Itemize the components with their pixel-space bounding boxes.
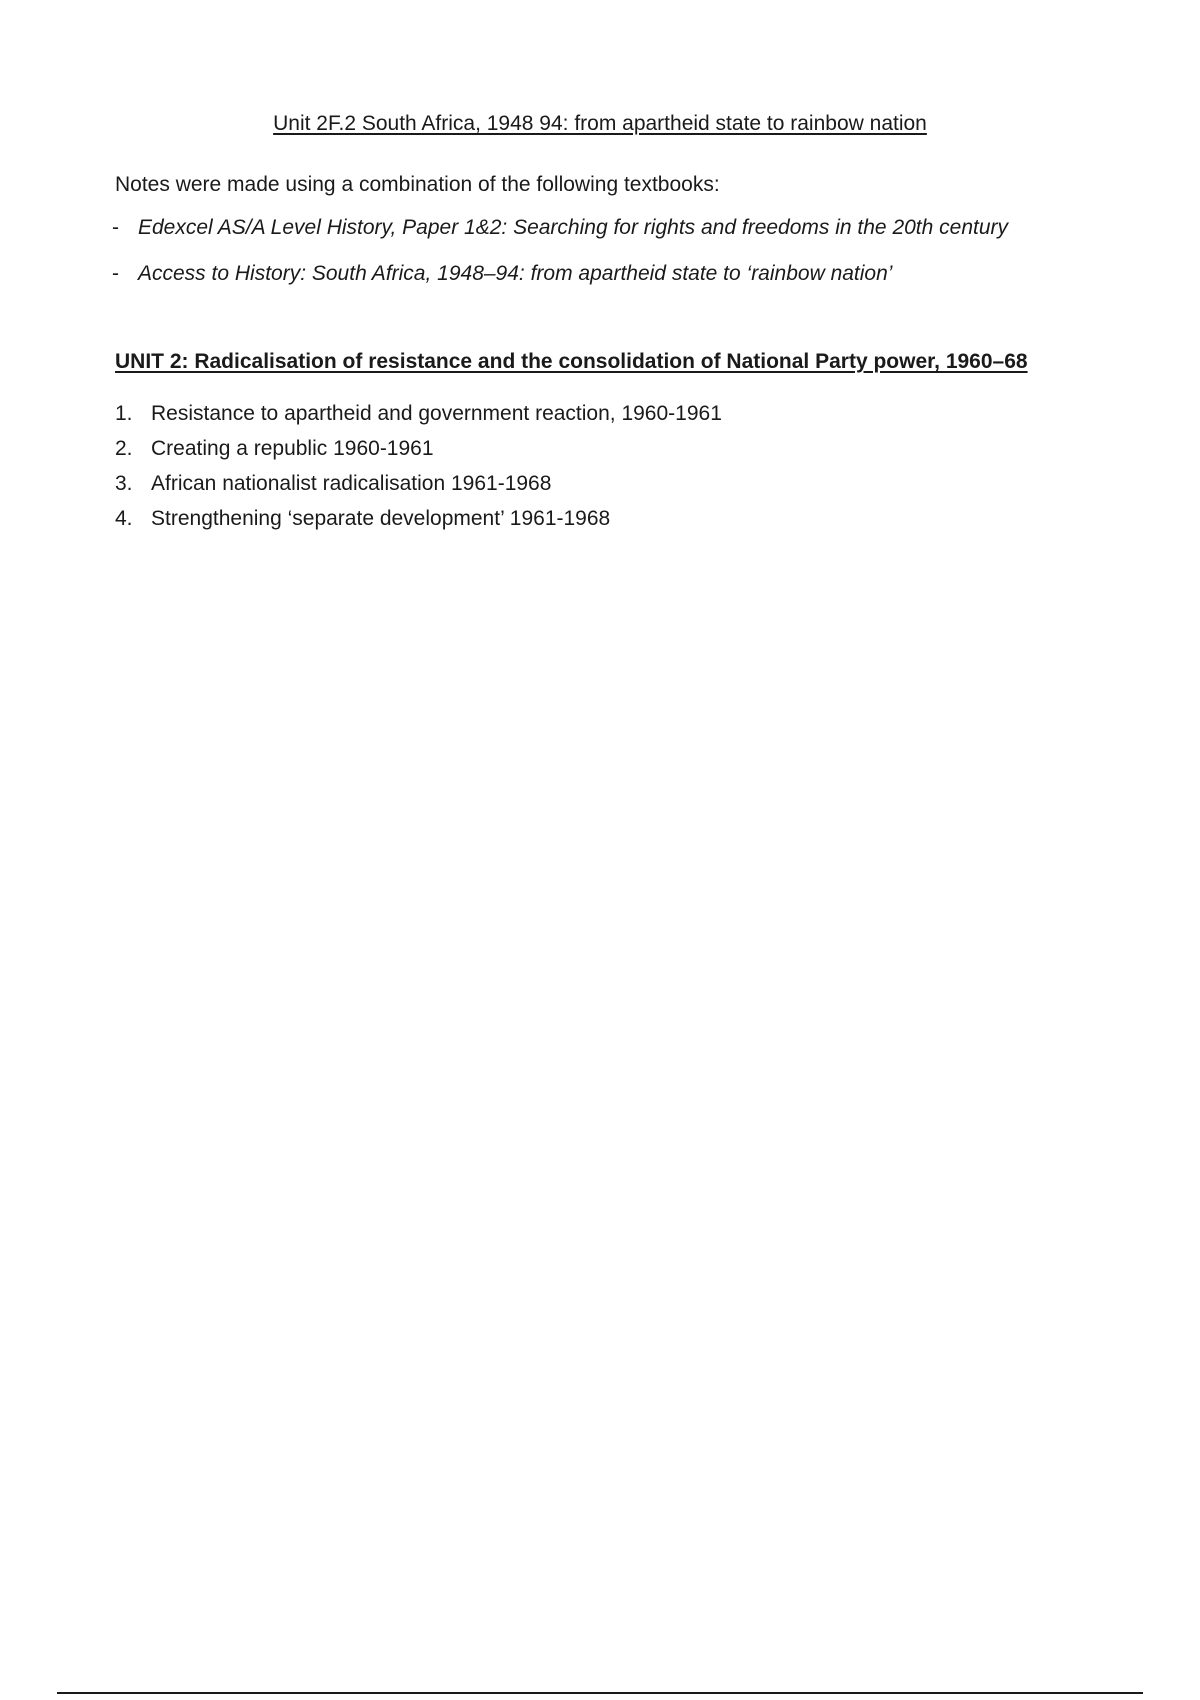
topic-item — [115, 466, 722, 501]
topic-number: 3. — [115, 472, 133, 495]
topic-list — [115, 396, 722, 536]
topic-item — [115, 431, 722, 466]
textbook-item — [112, 214, 1008, 242]
topic-text: Creating a republic 1960-1961 — [151, 437, 434, 460]
list-dash: - — [112, 216, 119, 239]
topic-item — [115, 396, 722, 431]
document-title: Unit 2F.2 South Africa, 1948 94: from apartheid state to rainbow nation — [273, 112, 927, 135]
footer-divider — [57, 1692, 1143, 1694]
topic-text: Resistance to apartheid and government reaction, 1960-1961 — [151, 402, 722, 425]
topic-text: African nationalist radicalisation 1961-1968 — [151, 472, 552, 495]
topic-number: 1. — [115, 402, 133, 425]
textbook-list — [112, 214, 1008, 288]
topic-text: Strengthening ‘separate development’ 1961-1968 — [151, 507, 611, 530]
topic-item — [115, 501, 722, 536]
intro-text: Notes were made using a combination of the following textbooks: — [115, 173, 720, 196]
textbook-title: Edexcel AS/A Level History, Paper 1&2: Searching for rights and freedoms in the 20th century — [138, 216, 1009, 239]
textbook-item — [112, 260, 1008, 288]
topic-number: 2. — [115, 437, 133, 460]
topic-number: 4. — [115, 507, 133, 530]
unit-heading: UNIT 2: Radicalisation of resistance and the consolidation of National Party power, 1960–68 — [115, 350, 1028, 373]
textbook-title: Access to History: South Africa, 1948–94: from apartheid state to ‘rainbow nation’ — [138, 262, 893, 285]
list-dash: - — [112, 262, 119, 285]
